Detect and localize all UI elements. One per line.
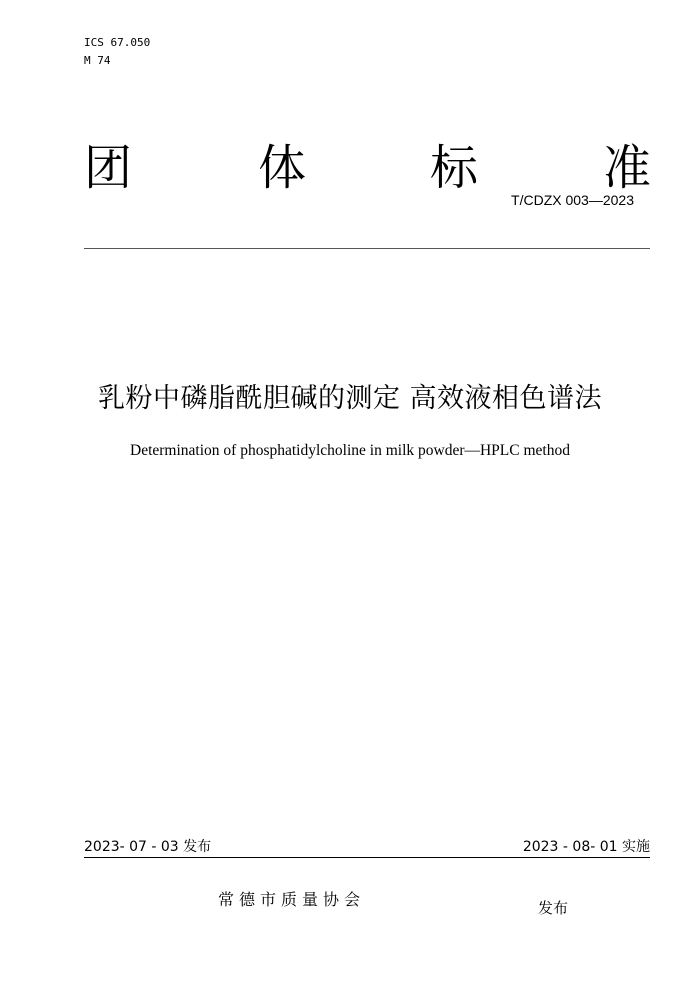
title-english: Determination of phosphatidylcholine in milk powder—HPLC method xyxy=(130,442,570,459)
footer-divider xyxy=(84,857,650,858)
publisher-organization: 常德市质量协会 xyxy=(218,890,366,909)
standard-number: T/CDZX 003—2023 xyxy=(511,192,634,208)
ics-code: ICS 67.050 xyxy=(84,36,151,49)
standard-type-char-2: 体 xyxy=(258,140,307,196)
standard-type-char-3: 标 xyxy=(430,140,479,196)
publish-label: 发布 xyxy=(538,899,569,917)
title-chinese: 乳粉中磷脂酰胆碱的测定 高效液相色谱法 xyxy=(97,383,603,414)
classification-code: M 74 xyxy=(84,54,111,67)
standard-type-char-1: 团 xyxy=(84,140,133,196)
standard-type-char-4: 准 xyxy=(603,140,652,196)
header-divider xyxy=(84,248,650,249)
implementation-date: 2023 - 08- 01 实施 xyxy=(522,839,650,855)
issue-date: 2023- 07 - 03 发布 xyxy=(84,839,212,855)
